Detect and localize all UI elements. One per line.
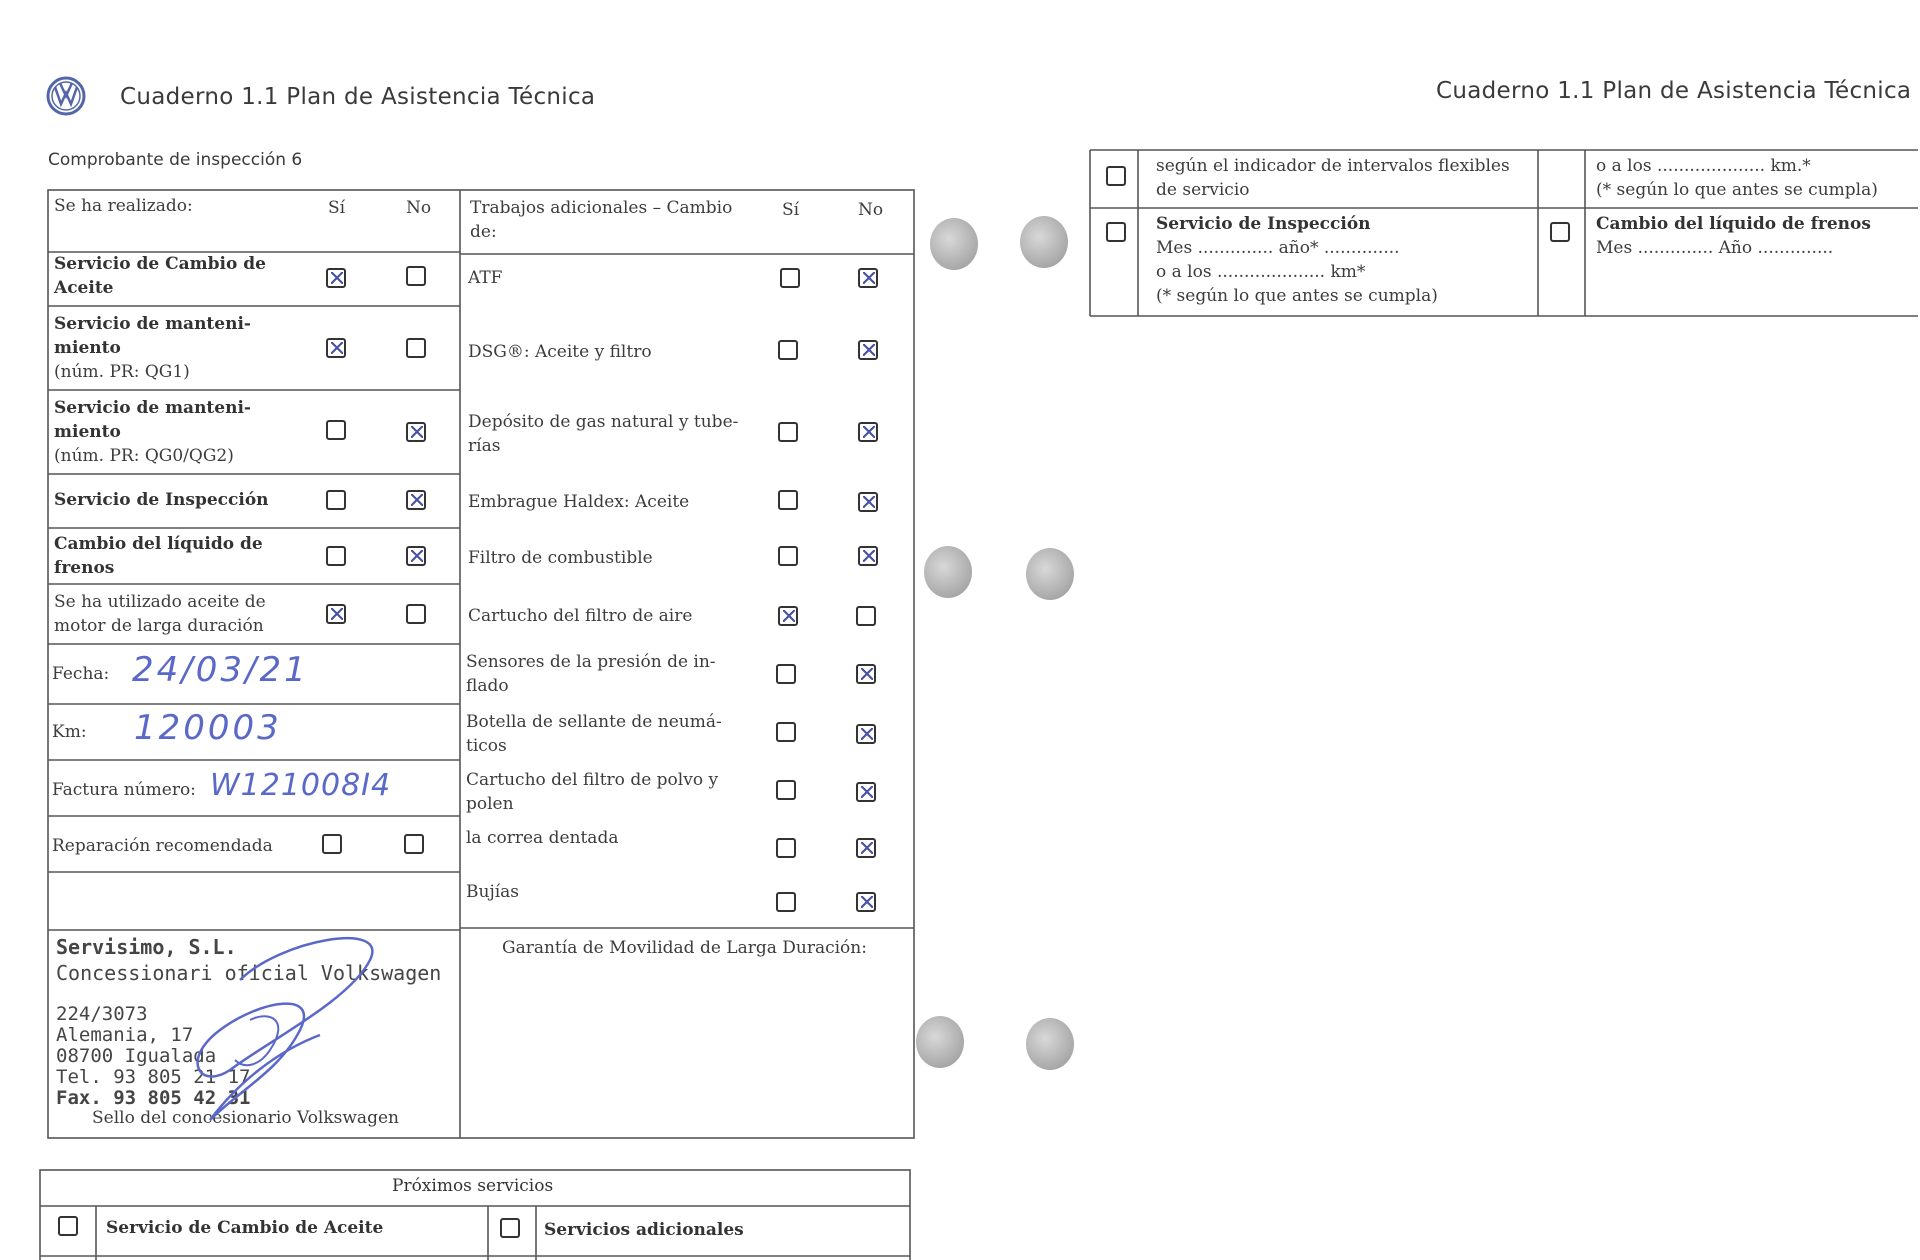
page-header-title: Cuaderno 1.1 Plan de Asistencia Técnica [120, 84, 596, 110]
row-label: DSG®: Aceite y filtro [468, 342, 652, 362]
proximos-right-checkbox[interactable] [500, 1218, 520, 1238]
row-note: (núm. PR: QG1) [54, 362, 190, 382]
yes-checkbox[interactable] [778, 340, 798, 360]
no-checkbox[interactable] [406, 266, 426, 286]
col-header-no: No [406, 198, 432, 218]
col-header-yes: Sí [328, 198, 346, 218]
stamp-line: Tel. 93 805 21 17 [56, 1066, 251, 1088]
no-checkbox[interactable] [406, 490, 426, 510]
page-header-title: Cuaderno 1.1 Plan de Asistencia Técnica [1436, 78, 1912, 104]
flex-interval-checkbox[interactable] [1106, 166, 1126, 186]
section-title: Comprobante de inspección 6 [48, 150, 303, 170]
binder-hole [930, 218, 978, 270]
binder-hole [916, 1016, 964, 1068]
km-limit-note: (* según lo que antes se cumpla) [1596, 180, 1878, 200]
yes-checkbox[interactable] [778, 490, 798, 510]
proximos-right-label: Servicios adicionales [544, 1220, 744, 1240]
row-label: Cartucho del filtro de aire [468, 606, 693, 626]
no-checkbox[interactable] [856, 664, 876, 684]
brake-fluid-title: Cambio del líquido de frenos [1596, 214, 1871, 234]
factura-value[interactable]: W121008I4 [210, 768, 392, 803]
stamp-line: 224/3073 [56, 1003, 148, 1025]
binder-hole [1020, 216, 1068, 268]
row-label: Botella de sellante de neumá-ticos [466, 712, 722, 756]
yes-checkbox[interactable] [778, 546, 798, 566]
col-header-performed: Se ha realizado: [54, 196, 193, 216]
yes-checkbox[interactable] [326, 604, 346, 624]
yes-checkbox[interactable] [776, 892, 796, 912]
row-label: la correa dentada [466, 828, 619, 848]
stamp-line: 08700 Igualada [56, 1045, 217, 1067]
no-checkbox[interactable] [858, 340, 878, 360]
signature-icon [120, 920, 420, 1140]
fecha-value[interactable]: 24/03/21 [132, 650, 309, 690]
no-checkbox[interactable] [406, 422, 426, 442]
yes-checkbox[interactable] [776, 780, 796, 800]
reparacion-no-checkbox[interactable] [404, 834, 424, 854]
stamp-line: Fax. 93 805 42 31 [56, 1087, 251, 1109]
no-checkbox[interactable] [858, 546, 878, 566]
yes-checkbox[interactable] [776, 838, 796, 858]
stamp-line: Concessionari oficial Volkswagen [56, 961, 442, 985]
inspection-checkbox[interactable] [1106, 222, 1126, 242]
no-checkbox[interactable] [856, 892, 876, 912]
km-value[interactable]: 120003 [134, 708, 282, 748]
row-label: Cartucho del filtro de polvo y polen [466, 770, 719, 814]
binder-hole [1026, 548, 1074, 600]
factura-label: Factura número: [52, 780, 196, 800]
no-checkbox[interactable] [856, 782, 876, 802]
yes-checkbox[interactable] [778, 422, 798, 442]
yes-checkbox[interactable] [326, 490, 346, 510]
no-checkbox[interactable] [406, 604, 426, 624]
proximos-left-checkbox[interactable] [58, 1216, 78, 1236]
row-label: Sensores de la presión de in-flado [466, 652, 716, 696]
row-label: Cambio del líquido de frenos [54, 534, 263, 578]
proximos-title: Próximos servicios [392, 1176, 554, 1196]
reparacion-label: Reparación recomendada [52, 836, 273, 856]
col-header-additional: Trabajos adicionales – Cambio de: [470, 198, 733, 242]
fecha-label: Fecha: [52, 664, 110, 684]
brake-fluid-checkbox[interactable] [1550, 222, 1570, 242]
yes-checkbox[interactable] [326, 268, 346, 288]
no-checkbox[interactable] [858, 268, 878, 288]
col-header-yes-2: Sí [782, 200, 800, 220]
yes-checkbox[interactable] [776, 664, 796, 684]
row-label: Servicio de Cambio de Aceite [54, 254, 266, 298]
inspection-month-line: Mes .............. año* .............. [1156, 238, 1400, 258]
binder-hole [924, 546, 972, 598]
no-checkbox[interactable] [858, 422, 878, 442]
row-note: (núm. PR: QG0/QG2) [54, 446, 234, 466]
no-checkbox[interactable] [858, 492, 878, 512]
row-label: Servicio de manteni-miento [54, 314, 251, 358]
garantia-label: Garantía de Movilidad de Larga Duración: [502, 938, 867, 958]
km-label: Km: [52, 722, 87, 742]
stamp-caption: Sello del concesionario Volkswagen [92, 1108, 399, 1128]
no-checkbox[interactable] [856, 724, 876, 744]
binder-hole [1026, 1018, 1074, 1070]
row-label: Bujías [466, 882, 520, 902]
no-checkbox[interactable] [406, 338, 426, 358]
proximos-left-label: Servicio de Cambio de Aceite [106, 1218, 384, 1238]
col-header-no-2: No [858, 200, 884, 220]
row-label: Se ha utilizado aceite de motor de larga duración [54, 592, 266, 636]
stamp-line: Servisimo, S.L. [56, 935, 237, 959]
inspection-title: Servicio de Inspección [1156, 214, 1371, 234]
yes-checkbox[interactable] [326, 546, 346, 566]
yes-checkbox[interactable] [326, 338, 346, 358]
row-label: Servicio de manteni-miento [54, 398, 251, 442]
flex-interval-label: según el indicador de intervalos flexibles de servicio [1156, 156, 1510, 200]
row-label: Depósito de gas natural y tube-rías [468, 412, 739, 456]
inspection-km-line: o a los .................... km* [1156, 262, 1366, 282]
yes-checkbox[interactable] [776, 722, 796, 742]
row-label: Servicio de Inspección [54, 490, 269, 510]
km-limit-text: o a los .................... km.* [1596, 156, 1811, 176]
row-label: Filtro de combustible [468, 548, 653, 568]
row-label: ATF [468, 268, 503, 288]
yes-checkbox[interactable] [780, 268, 800, 288]
inspection-note: (* según lo que antes se cumpla) [1156, 286, 1438, 306]
no-checkbox[interactable] [856, 606, 876, 626]
stamp-line: Alemania, 17 [56, 1024, 194, 1046]
yes-checkbox[interactable] [778, 606, 798, 626]
no-checkbox[interactable] [856, 838, 876, 858]
reparacion-yes-checkbox[interactable] [322, 834, 342, 854]
brake-fluid-month-line: Mes .............. Año .............. [1596, 238, 1834, 258]
no-checkbox[interactable] [406, 546, 426, 566]
yes-checkbox[interactable] [326, 420, 346, 440]
row-label: Embrague Haldex: Aceite [468, 492, 690, 512]
